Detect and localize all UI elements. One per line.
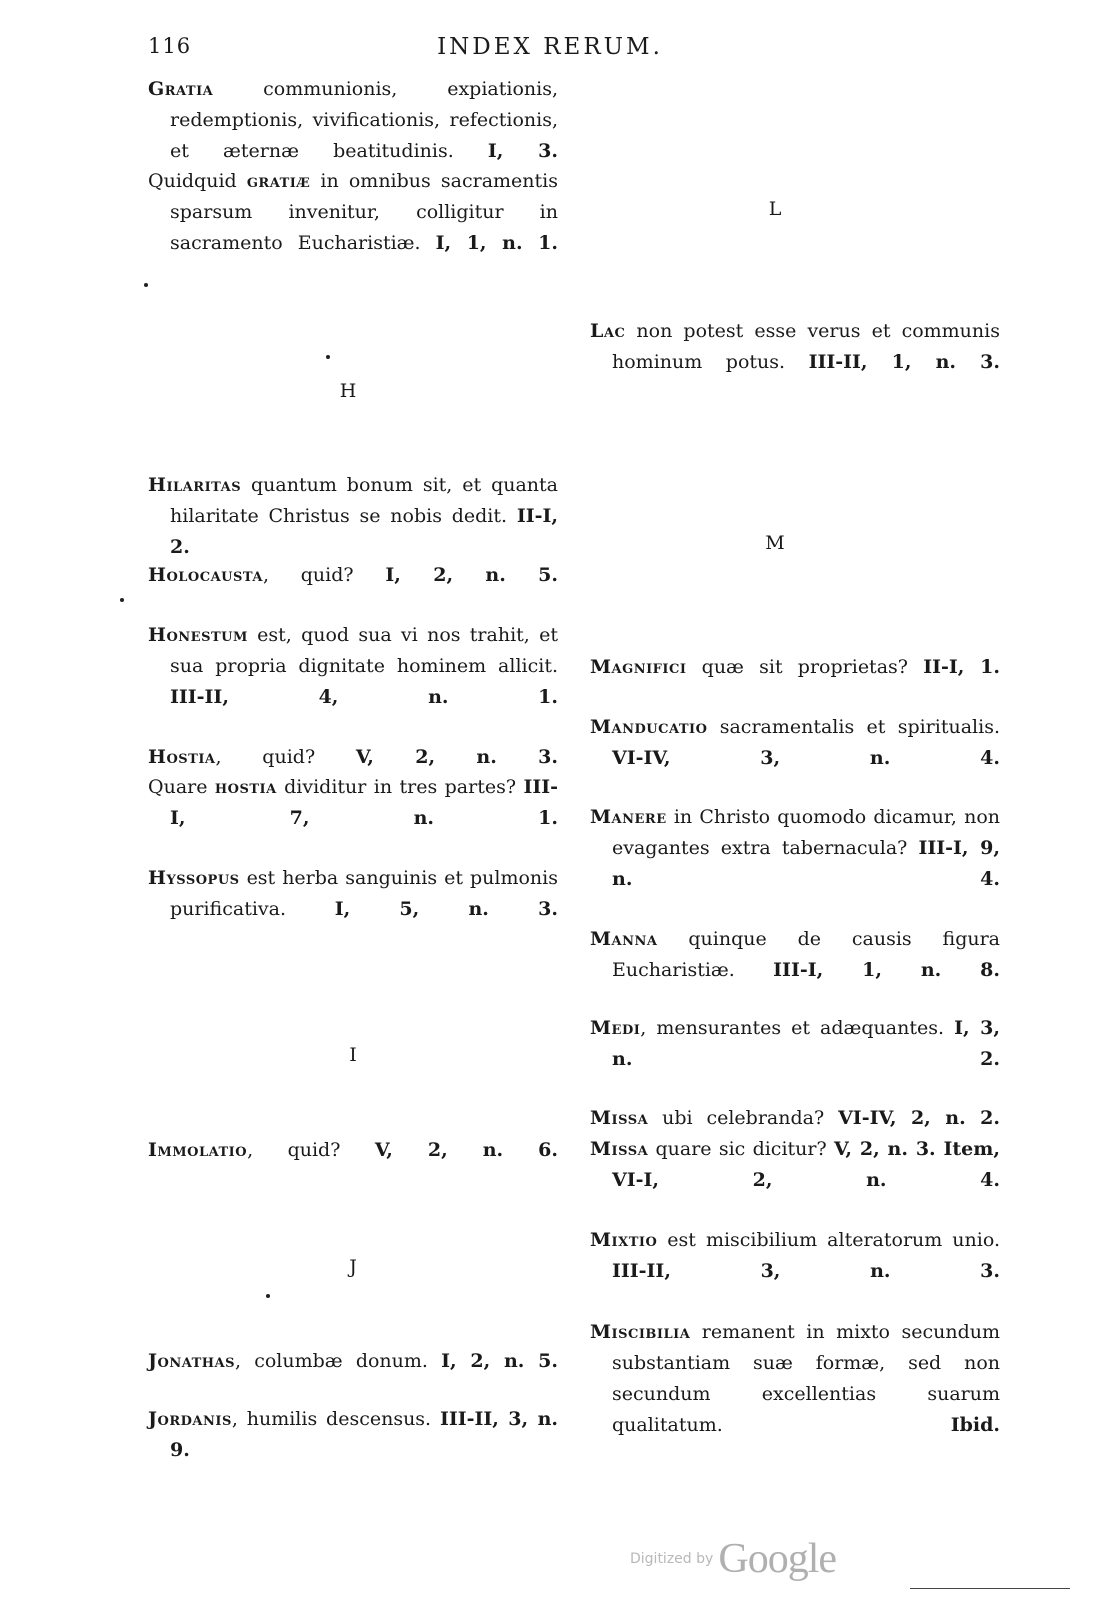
entry-reference: I, 2, n. 5. [385, 564, 559, 586]
digitized-label: Digitized by [630, 1551, 714, 1567]
entry-reference: I, 5, n. 3. [334, 898, 558, 920]
entry-missa-2 [590, 1134, 1000, 1196]
headword: hostia [214, 776, 277, 798]
headword: Hyssopus [148, 867, 240, 889]
google-logo: Google [718, 1536, 837, 1582]
entry-reference: VI-IV, 2, n. 2. [838, 1107, 1000, 1129]
headword: Jordanis [148, 1408, 232, 1430]
entry-text: quinque de causis figura Eucharistiæ. [612, 928, 1000, 981]
headword: Medi [590, 1017, 641, 1039]
entry-mixtio [590, 1225, 1000, 1287]
entry-text: , quid? [262, 564, 354, 586]
section-letter-h: H [339, 380, 357, 402]
entry-hostia-2 [148, 772, 558, 834]
running-title: INDEX RERUM. [437, 34, 663, 60]
entry-text: sacramentalis et spiritualis. [707, 716, 1000, 738]
entry-text: , humilis descensus. [231, 1408, 432, 1430]
entry-reference: III-I, 7, n. 1. [170, 776, 558, 829]
entry-medi [590, 1013, 1000, 1075]
headword: Hostia [148, 746, 216, 768]
entry-miscibilia [590, 1317, 1000, 1441]
headword: Manna [590, 928, 658, 950]
headword: Lac [590, 320, 626, 342]
entry-text: , columbæ donum. [235, 1350, 428, 1372]
entry-text: , quid? [247, 1139, 341, 1161]
entry-hilaritas [148, 470, 558, 563]
entry-reference: III-II, 4, n. 1. [170, 686, 558, 708]
entry-text: in Christo quomodo dicamur, non evagantes extra tabernacula? [612, 806, 1000, 859]
headword: Magnifici [590, 656, 687, 678]
entry-reference: III-I, 1, n. 8. [773, 959, 1000, 981]
entry-text: est, quod sua vi nos trahit, et sua propria dignitate hominem allicit. [170, 624, 558, 677]
entry-lac [590, 316, 1000, 378]
entry-text: , quid? [215, 746, 316, 768]
entry-immolatio [148, 1135, 558, 1166]
headword: Honestum [148, 624, 248, 646]
bottom-rule [910, 1588, 1070, 1589]
entry-text: quantum bonum sit, et quanta hilaritate Christus se nobis dedit. [170, 474, 558, 527]
headword: gratiæ [246, 170, 311, 192]
entry-reference: V, 2, n. 3. [355, 746, 558, 768]
entry-text: quæ sit proprietas? [686, 656, 908, 678]
headword: Manere [590, 806, 667, 828]
headword: Missa [590, 1107, 649, 1129]
headword: Manducatio [590, 716, 708, 738]
page-number: 116 [148, 34, 192, 58]
scan-speck [326, 355, 330, 359]
entry-reference: I, 3. [487, 140, 558, 162]
headword: Missa [590, 1138, 649, 1160]
entry-honestum [148, 620, 558, 713]
headword: Immolatio [148, 1139, 248, 1161]
section-letter-l: L [768, 198, 782, 220]
entry-hyssopus [148, 863, 558, 925]
section-letter-j: J [349, 1256, 357, 1278]
section-letter-m: M [765, 532, 785, 554]
entry-reference: II-I, 1. [923, 656, 1000, 678]
entry-prefix: Quidquid [148, 170, 247, 192]
entry-text: ubi celebranda? [648, 1107, 825, 1129]
entry-reference: III-II, 3, n. 3. [612, 1260, 1000, 1282]
entry-gratia-1 [148, 74, 558, 167]
entry-reference: III-II, 3, n. 9. [170, 1408, 558, 1461]
entry-text: in omnibus sacramentis sparsum invenitur, colligitur in sacramento Eucharistiæ. [170, 170, 558, 254]
headword: Mixtio [590, 1229, 658, 1251]
headword: Miscibilia [590, 1321, 691, 1343]
entry-reference: III-II, 1, n. 3. [808, 351, 1000, 373]
entry-reference: III-I, 9, n. 4. [612, 837, 1000, 890]
section-letter-i: I [349, 1044, 357, 1066]
entry-jordanis [148, 1404, 558, 1466]
headword: Holocausta [148, 564, 263, 586]
entry-manere [590, 802, 1000, 895]
entry-manna [590, 924, 1000, 986]
entry-text: remanent in mixto secundum substantiam suæ formæ, sed non secundum excellentias suarum qualitatum. [612, 1321, 1000, 1436]
entry-text: est herba sanguinis et pulmonis purificativa. [170, 867, 558, 920]
entry-reference: I, 2, n. 5. [441, 1350, 558, 1372]
headword: Gratia [148, 78, 214, 100]
entry-text: non potest esse verus et communis hominum potus. [612, 320, 1000, 373]
entry-reference: V, 2, n. 6. [374, 1139, 559, 1161]
entry-text: communionis, expiationis, redemptionis, vivificationis, refectionis, et æternæ beatitudinis. [170, 78, 558, 162]
entry-reference: II-I, 2. [170, 505, 558, 558]
scan-speck [144, 283, 148, 287]
entry-reference: Ibid. [950, 1414, 1000, 1436]
entry-text: dividitur in tres partes? [276, 776, 517, 798]
headword: Hilaritas [148, 474, 242, 496]
entry-hostia-1 [148, 742, 558, 773]
entry-holocausta [148, 560, 558, 591]
headword: Jonathas [148, 1350, 236, 1372]
entry-reference: I, 3, n. 2. [612, 1017, 1000, 1070]
entry-text: , mensurantes et adæquantes. [640, 1017, 945, 1039]
entry-text: quare sic dicitur? [648, 1138, 827, 1160]
scan-speck [120, 598, 124, 602]
entry-jonathas [148, 1346, 558, 1377]
entry-reference: V, 2, n. 3. Item, VI-I, 2, n. 4. [612, 1138, 1000, 1191]
entry-manducatio [590, 712, 1000, 774]
scan-speck [266, 1294, 270, 1298]
digitized-by-google-watermark [630, 1535, 836, 1583]
entry-text: est miscibilium alteratorum unio. [657, 1229, 1000, 1251]
entry-gratia-2 [148, 166, 558, 259]
entry-missa-1 [590, 1103, 1000, 1134]
entry-magnifici [590, 652, 1000, 683]
entry-prefix: Quare [148, 776, 215, 798]
entry-reference: I, 1, n. 1. [435, 232, 558, 254]
entry-reference: VI-IV, 3, n. 4. [612, 747, 1000, 769]
